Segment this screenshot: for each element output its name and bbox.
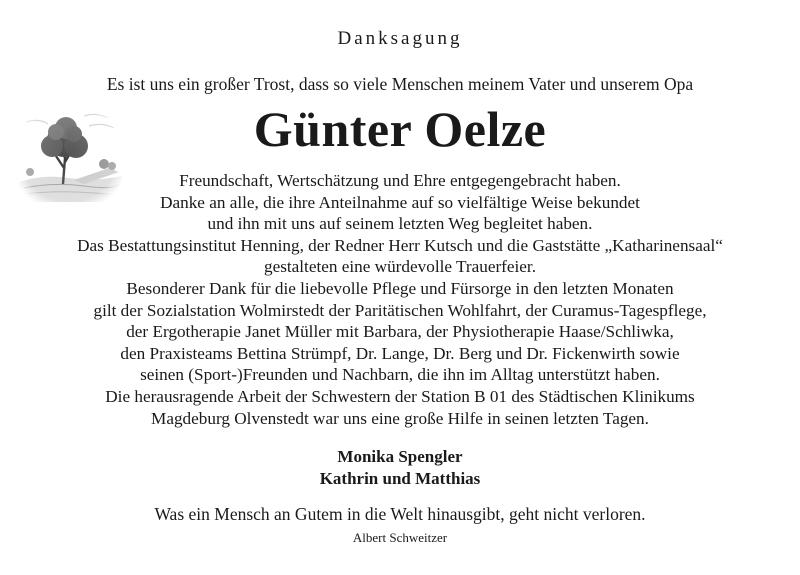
signer-name: Monika Spengler — [337, 447, 463, 466]
quote-author: Albert Schweitzer — [352, 530, 448, 545]
message-line: Freundschaft, Wertschätzung und Ehre entgegengebracht haben. — [179, 171, 621, 190]
signers — [0, 446, 800, 490]
message-line: gilt der Sozialstation Wolmirstedt der Paritätischen Wohlfahrt, der Curamus-Tagespflege, — [93, 300, 707, 320]
message-line: Danke an alle, die ihre Anteilnahme auf so vielfältige Weise bekundet — [160, 192, 640, 212]
signer-name: Kathrin und Matthias — [319, 469, 481, 488]
message-line: Die herausragende Arbeit der Schwestern der Station B 01 des Städtischen Klinikums — [105, 386, 695, 406]
intro-text: Es ist uns ein großer Trost, dass so viele Menschen meinem Vater und unserem Opa — [106, 74, 694, 94]
closing-quote: Was ein Mensch an Gutem in die Welt hinausgibt, geht nicht verloren. — [154, 504, 646, 524]
deceased-name: Günter Oelze — [253, 101, 547, 157]
message-line: Magdeburg Olvenstedt war uns eine große Hilfe in seinen letzten Tagen. — [151, 408, 649, 428]
message-line: Besonderer Dank für die liebevolle Pflege und Fürsorge in den letzten Monaten — [126, 278, 674, 298]
heading: Danksagung — [337, 28, 463, 49]
message-body — [0, 170, 800, 429]
message-line: Das Bestattungsinstitut Henning, der Redner Herr Kutsch und die Gaststätte „Katharinensaal“ — [77, 235, 723, 255]
message-line: der Ergotherapie Janet Müller mit Barbara, der Physiotherapie Haase/Schliwka, — [126, 322, 674, 342]
message-line: den Praxisteams Bettina Strümpf, Dr. Lange, Dr. Berg und Dr. Fickenwirth sowie — [120, 343, 680, 363]
message-line: seinen (Sport-)Freunden und Nachbarn, die ihn im Alltag unterstützt haben. — [140, 365, 660, 385]
message-line: und ihn mit uns auf seinem letzten Weg begleitet haben. — [207, 214, 593, 234]
message-line: gestalteten eine würdevolle Trauerfeier. — [263, 257, 537, 277]
